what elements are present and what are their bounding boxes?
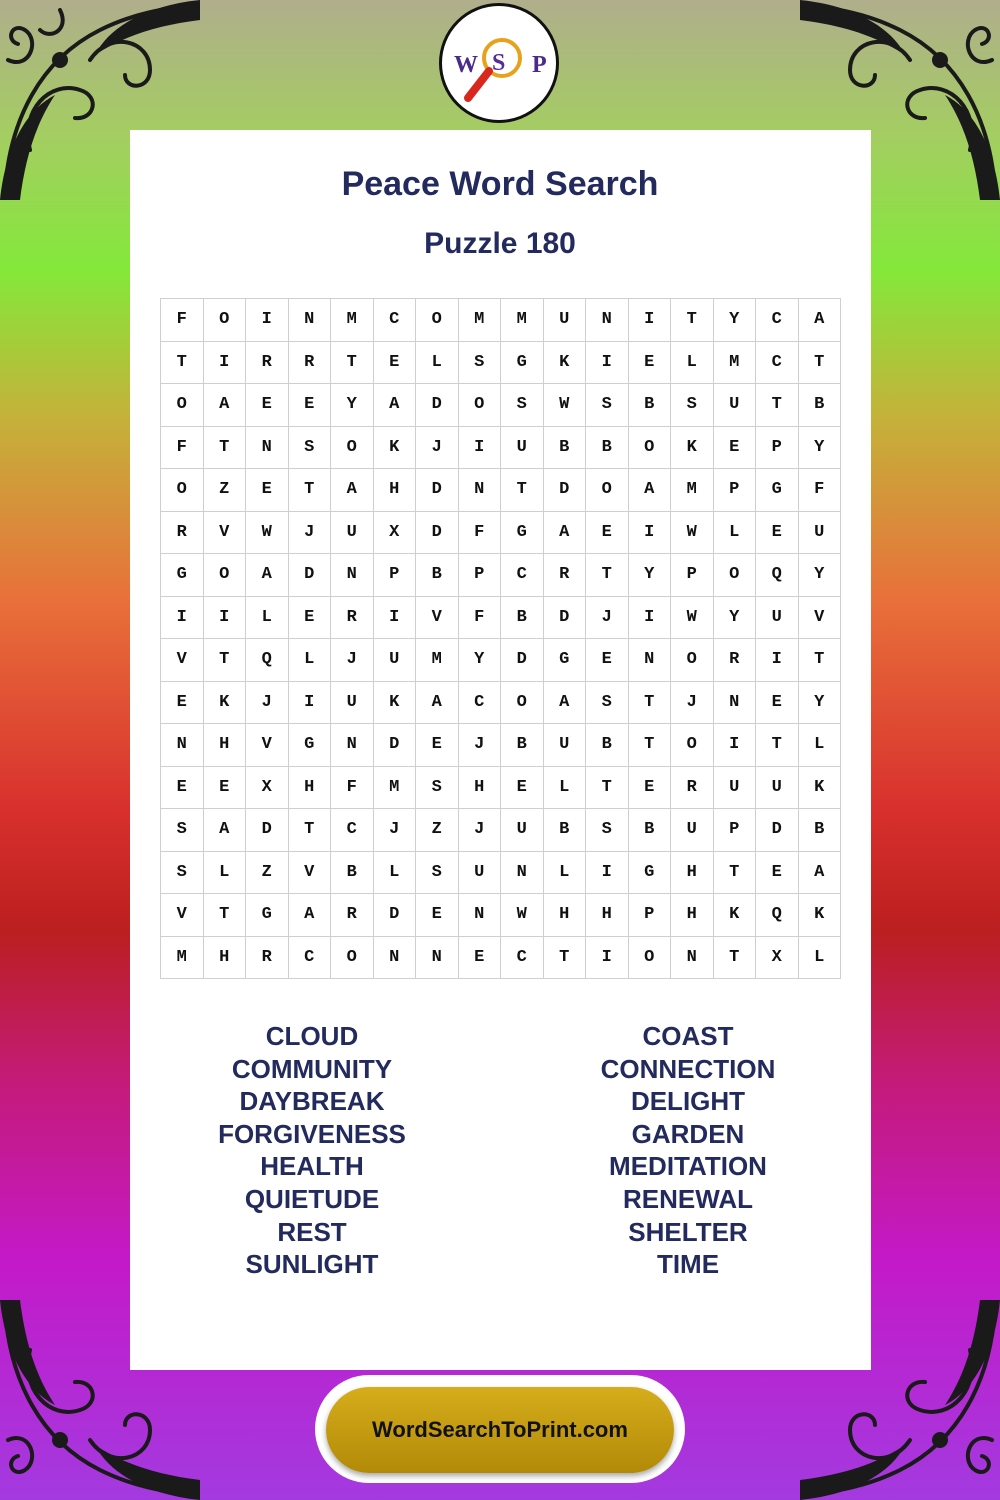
grid-cell[interactable]: G	[544, 639, 587, 682]
grid-cell[interactable]: D	[416, 384, 459, 427]
grid-cell[interactable]: D	[416, 469, 459, 512]
grid-cell[interactable]: D	[289, 554, 332, 597]
grid-cell[interactable]: V	[161, 639, 204, 682]
grid-cell[interactable]: B	[799, 384, 842, 427]
grid-cell[interactable]: B	[586, 427, 629, 470]
puzzle-number: Puzzle 180	[424, 227, 576, 260]
grid-cell[interactable]: P	[756, 427, 799, 470]
grid-cell[interactable]: H	[204, 724, 247, 767]
grid-cell[interactable]: Z	[204, 469, 247, 512]
grid-cell[interactable]: N	[416, 937, 459, 980]
grid-cell[interactable]: T	[501, 469, 544, 512]
grid-cell[interactable]: N	[161, 724, 204, 767]
grid-cell[interactable]: B	[544, 427, 587, 470]
word-item: SUNLIGHT	[245, 1249, 379, 1280]
grid-cell[interactable]: T	[204, 427, 247, 470]
grid-cell[interactable]: W	[544, 384, 587, 427]
grid-cell[interactable]: X	[374, 512, 417, 555]
grid-cell[interactable]: H	[544, 894, 587, 937]
grid-cell[interactable]: K	[204, 682, 247, 725]
grid-cell[interactable]: H	[289, 767, 332, 810]
grid-cell[interactable]: I	[586, 937, 629, 980]
grid-cell[interactable]: D	[246, 809, 289, 852]
grid-cell[interactable]: G	[629, 852, 672, 895]
word-item: FORGIVENESS	[218, 1118, 406, 1149]
grid-cell[interactable]: E	[204, 767, 247, 810]
word-item: COAST	[642, 1021, 734, 1051]
grid-cell[interactable]: A	[799, 299, 842, 342]
grid-cell[interactable]: K	[374, 427, 417, 470]
grid-cell[interactable]: K	[714, 894, 757, 937]
grid-cell[interactable]: J	[246, 682, 289, 725]
grid-cell[interactable]: O	[671, 639, 714, 682]
grid-cell[interactable]: M	[331, 299, 374, 342]
grid-cell[interactable]: J	[671, 682, 714, 725]
grid-cell[interactable]: N	[586, 299, 629, 342]
grid-cell[interactable]: B	[544, 809, 587, 852]
grid-cell[interactable]: P	[714, 469, 757, 512]
grid-cell[interactable]: V	[246, 724, 289, 767]
word-item: DAYBREAK	[239, 1086, 385, 1117]
grid-cell[interactable]: J	[586, 597, 629, 640]
grid-cell[interactable]: A	[799, 852, 842, 895]
grid-cell[interactable]: W	[671, 597, 714, 640]
grid-cell[interactable]: S	[416, 767, 459, 810]
grid-cell[interactable]: O	[714, 554, 757, 597]
grid-cell[interactable]: I	[629, 512, 672, 555]
grid-cell[interactable]: Q	[756, 894, 799, 937]
grid-cell[interactable]: N	[289, 299, 332, 342]
grid-cell[interactable]: P	[714, 809, 757, 852]
grid-cell[interactable]: L	[289, 639, 332, 682]
grid-cell[interactable]: O	[204, 554, 247, 597]
grid-cell[interactable]: A	[289, 894, 332, 937]
word-item: CLOUD	[265, 1021, 359, 1051]
grid-cell[interactable]: P	[671, 554, 714, 597]
grid-cell[interactable]: T	[204, 894, 247, 937]
letter-grid	[160, 298, 841, 979]
page-title: Peace Word Search	[341, 165, 659, 203]
grid-cell[interactable]: I	[204, 597, 247, 640]
grid-cell[interactable]: F	[799, 469, 842, 512]
grid-cell[interactable]: T	[289, 809, 332, 852]
grid-cell[interactable]: E	[289, 597, 332, 640]
grid-cell[interactable]: O	[629, 427, 672, 470]
grid-cell[interactable]: N	[714, 682, 757, 725]
grid-cell[interactable]: H	[459, 767, 502, 810]
grid-cell[interactable]: Q	[246, 639, 289, 682]
grid-cell[interactable]: C	[501, 554, 544, 597]
grid-cell[interactable]: M	[161, 937, 204, 980]
grid-cell[interactable]: F	[459, 597, 502, 640]
grid-cell[interactable]: M	[671, 469, 714, 512]
grid-cell[interactable]: N	[331, 724, 374, 767]
grid-cell[interactable]: S	[671, 384, 714, 427]
grid-cell[interactable]: U	[756, 597, 799, 640]
grid-cell[interactable]: X	[756, 937, 799, 980]
grid-cell[interactable]: C	[374, 299, 417, 342]
logo-letter-w: W	[454, 52, 478, 78]
grid-cell[interactable]: R	[246, 937, 289, 980]
grid-cell[interactable]: M	[501, 299, 544, 342]
grid-cell[interactable]: T	[799, 639, 842, 682]
grid-cell[interactable]: V	[799, 597, 842, 640]
grid-cell[interactable]: D	[756, 809, 799, 852]
grid-cell[interactable]: O	[416, 299, 459, 342]
word-item: REST	[277, 1216, 347, 1247]
grid-cell[interactable]: O	[331, 427, 374, 470]
grid-cell[interactable]: N	[459, 894, 502, 937]
grid-cell[interactable]: M	[374, 767, 417, 810]
grid-cell[interactable]: A	[204, 384, 247, 427]
grid-cell[interactable]: M	[416, 639, 459, 682]
grid-cell[interactable]: S	[586, 809, 629, 852]
logo-letter-s: S	[492, 50, 506, 76]
grid-cell[interactable]: E	[161, 767, 204, 810]
grid-cell[interactable]: T	[671, 299, 714, 342]
grid-cell[interactable]: I	[586, 852, 629, 895]
grid-cell[interactable]: Y	[714, 299, 757, 342]
wsp-logo[interactable]	[439, 3, 559, 123]
grid-cell[interactable]: E	[756, 852, 799, 895]
grid-cell[interactable]: H	[374, 469, 417, 512]
grid-cell[interactable]: P	[629, 894, 672, 937]
grid-cell[interactable]: B	[501, 724, 544, 767]
grid-cell[interactable]: Y	[714, 597, 757, 640]
grid-cell[interactable]: O	[161, 384, 204, 427]
word-item: MEDITATION	[609, 1151, 767, 1182]
grid-cell[interactable]: C	[756, 342, 799, 385]
grid-cell[interactable]: F	[459, 512, 502, 555]
grid-cell[interactable]: L	[204, 852, 247, 895]
grid-cell[interactable]: E	[629, 767, 672, 810]
grid-cell[interactable]: R	[671, 767, 714, 810]
grid-cell[interactable]: S	[161, 852, 204, 895]
grid-cell[interactable]: T	[714, 852, 757, 895]
grid-cell[interactable]: V	[204, 512, 247, 555]
grid-cell[interactable]: I	[204, 342, 247, 385]
grid-cell[interactable]: U	[799, 512, 842, 555]
grid-cell[interactable]: Y	[459, 639, 502, 682]
grid-cell[interactable]: S	[459, 342, 502, 385]
grid-cell[interactable]: L	[416, 342, 459, 385]
grid-cell[interactable]: I	[374, 597, 417, 640]
grid-cell[interactable]: L	[671, 342, 714, 385]
grid-cell[interactable]: E	[416, 894, 459, 937]
grid-cell[interactable]: F	[331, 767, 374, 810]
grid-cell[interactable]: Z	[416, 809, 459, 852]
grid-cell[interactable]: E	[161, 682, 204, 725]
grid-cell[interactable]: R	[246, 342, 289, 385]
grid-cell[interactable]: H	[586, 894, 629, 937]
grid-cell[interactable]: E	[756, 512, 799, 555]
grid-cell[interactable]: E	[501, 767, 544, 810]
grid-cell[interactable]: K	[799, 767, 842, 810]
grid-cell[interactable]: I	[289, 682, 332, 725]
grid-cell[interactable]: D	[416, 512, 459, 555]
grid-cell[interactable]: D	[374, 894, 417, 937]
grid-cell[interactable]: G	[501, 342, 544, 385]
grid-cell[interactable]: F	[161, 299, 204, 342]
website-link-button[interactable]: WordSearchToPrint.com	[326, 1387, 674, 1473]
grid-cell[interactable]: V	[289, 852, 332, 895]
grid-cell[interactable]: N	[671, 937, 714, 980]
grid-cell[interactable]: E	[416, 724, 459, 767]
grid-cell[interactable]: A	[544, 682, 587, 725]
grid-cell[interactable]: X	[246, 767, 289, 810]
grid-cell[interactable]: T	[289, 469, 332, 512]
grid-cell[interactable]: C	[459, 682, 502, 725]
grid-cell[interactable]: C	[289, 937, 332, 980]
grid-cell[interactable]: W	[671, 512, 714, 555]
grid-cell[interactable]: I	[629, 597, 672, 640]
grid-cell[interactable]: R	[161, 512, 204, 555]
grid-cell[interactable]: A	[246, 554, 289, 597]
grid-cell[interactable]: R	[331, 597, 374, 640]
grid-cell[interactable]: D	[544, 597, 587, 640]
grid-cell[interactable]: Y	[799, 554, 842, 597]
grid-cell[interactable]: U	[671, 809, 714, 852]
grid-cell[interactable]: L	[714, 512, 757, 555]
grid-cell[interactable]: E	[246, 469, 289, 512]
grid-cell[interactable]: Y	[799, 682, 842, 725]
grid-cell[interactable]: Y	[629, 554, 672, 597]
grid-cell[interactable]: H	[671, 894, 714, 937]
grid-cell[interactable]: U	[544, 724, 587, 767]
grid-cell[interactable]: S	[586, 682, 629, 725]
grid-cell[interactable]: O	[459, 384, 502, 427]
grid-cell[interactable]: T	[204, 639, 247, 682]
grid-cell[interactable]: T	[756, 724, 799, 767]
grid-cell[interactable]: A	[416, 682, 459, 725]
grid-cell[interactable]: E	[374, 342, 417, 385]
grid-cell[interactable]: T	[331, 342, 374, 385]
grid-cell[interactable]: B	[629, 809, 672, 852]
word-item: SHELTER	[628, 1216, 748, 1247]
grid-cell[interactable]: Z	[246, 852, 289, 895]
grid-cell[interactable]: O	[501, 682, 544, 725]
grid-cell[interactable]: O	[586, 469, 629, 512]
word-item: RENEWAL	[623, 1183, 753, 1214]
grid-cell[interactable]: L	[544, 852, 587, 895]
word-item: COMMUNITY	[231, 1053, 393, 1084]
grid-cell[interactable]: F	[161, 427, 204, 470]
word-item: HEALTH	[260, 1151, 364, 1182]
grid-cell[interactable]: K	[671, 427, 714, 470]
grid-cell[interactable]: U	[331, 682, 374, 725]
grid-cell[interactable]: U	[459, 852, 502, 895]
grid-cell[interactable]: R	[714, 639, 757, 682]
grid-cell[interactable]: A	[331, 469, 374, 512]
grid-cell[interactable]: R	[289, 342, 332, 385]
grid-cell[interactable]: L	[374, 852, 417, 895]
grid-cell[interactable]: A	[544, 512, 587, 555]
grid-cell[interactable]: C	[756, 299, 799, 342]
grid-cell[interactable]: S	[161, 809, 204, 852]
grid-cell[interactable]: O	[629, 937, 672, 980]
grid-cell[interactable]: D	[544, 469, 587, 512]
grid-cell[interactable]: L	[246, 597, 289, 640]
grid-cell[interactable]: Y	[331, 384, 374, 427]
grid-cell[interactable]: L	[544, 767, 587, 810]
grid-cell[interactable]: L	[799, 937, 842, 980]
grid-cell[interactable]: I	[586, 342, 629, 385]
grid-cell[interactable]: O	[161, 469, 204, 512]
grid-cell[interactable]: N	[331, 554, 374, 597]
grid-cell[interactable]: H	[204, 937, 247, 980]
grid-cell[interactable]: G	[501, 512, 544, 555]
grid-cell[interactable]: N	[629, 639, 672, 682]
grid-cell[interactable]: V	[161, 894, 204, 937]
grid-cell[interactable]: S	[501, 384, 544, 427]
grid-cell[interactable]: E	[756, 682, 799, 725]
grid-cell[interactable]: N	[501, 852, 544, 895]
grid-cell[interactable]: G	[246, 894, 289, 937]
word-item: CONNECTION	[600, 1053, 776, 1084]
grid-cell[interactable]: L	[799, 724, 842, 767]
grid-cell[interactable]: N	[459, 469, 502, 512]
grid-cell[interactable]: E	[289, 384, 332, 427]
grid-cell[interactable]: Q	[756, 554, 799, 597]
grid-cell[interactable]: B	[416, 554, 459, 597]
grid-cell[interactable]: K	[799, 894, 842, 937]
word-item: DELIGHT	[630, 1086, 746, 1117]
grid-cell[interactable]: N	[246, 427, 289, 470]
grid-cell[interactable]: A	[629, 469, 672, 512]
grid-cell[interactable]: P	[374, 554, 417, 597]
grid-cell[interactable]: I	[459, 427, 502, 470]
grid-cell[interactable]: T	[586, 767, 629, 810]
grid-cell[interactable]: P	[459, 554, 502, 597]
grid-cell[interactable]: B	[799, 809, 842, 852]
grid-cell[interactable]: G	[289, 724, 332, 767]
grid-cell[interactable]: M	[459, 299, 502, 342]
word-list-right	[538, 1020, 838, 1281]
grid-cell[interactable]: E	[246, 384, 289, 427]
grid-cell[interactable]: I	[246, 299, 289, 342]
grid-cell[interactable]: E	[629, 342, 672, 385]
grid-cell[interactable]: Y	[799, 427, 842, 470]
grid-cell[interactable]: K	[374, 682, 417, 725]
grid-cell[interactable]: B	[331, 852, 374, 895]
grid-cell[interactable]: T	[799, 342, 842, 385]
grid-cell[interactable]: O	[331, 937, 374, 980]
grid-cell[interactable]: J	[331, 639, 374, 682]
grid-cell[interactable]: T	[756, 384, 799, 427]
grid-cell[interactable]: U	[756, 767, 799, 810]
grid-cell[interactable]: E	[586, 639, 629, 682]
grid-cell[interactable]: E	[714, 427, 757, 470]
grid-cell[interactable]: T	[714, 937, 757, 980]
grid-cell[interactable]: N	[374, 937, 417, 980]
grid-cell[interactable]: W	[501, 894, 544, 937]
grid-cell[interactable]: U	[374, 639, 417, 682]
grid-cell[interactable]: T	[586, 554, 629, 597]
grid-cell[interactable]: S	[289, 427, 332, 470]
word-list-left	[162, 1020, 462, 1281]
grid-cell[interactable]: O	[671, 724, 714, 767]
word-item: QUIETUDE	[244, 1183, 380, 1214]
grid-cell[interactable]: J	[374, 809, 417, 852]
grid-cell[interactable]: A	[374, 384, 417, 427]
grid-cell[interactable]: V	[416, 597, 459, 640]
grid-cell[interactable]: T	[161, 342, 204, 385]
grid-cell[interactable]: C	[501, 937, 544, 980]
grid-cell[interactable]: E	[586, 512, 629, 555]
grid-cell[interactable]: R	[544, 554, 587, 597]
grid-cell[interactable]: B	[501, 597, 544, 640]
grid-cell[interactable]: T	[629, 682, 672, 725]
grid-cell[interactable]: J	[459, 809, 502, 852]
grid-cell[interactable]: I	[756, 639, 799, 682]
grid-cell[interactable]: O	[204, 299, 247, 342]
grid-cell[interactable]: U	[501, 809, 544, 852]
grid-cell[interactable]: D	[501, 639, 544, 682]
word-item: TIME	[656, 1249, 720, 1280]
grid-cell[interactable]: E	[459, 937, 502, 980]
grid-cell[interactable]: J	[416, 427, 459, 470]
grid-cell[interactable]: G	[756, 469, 799, 512]
grid-cell[interactable]: W	[246, 512, 289, 555]
grid-cell[interactable]: S	[586, 384, 629, 427]
grid-cell[interactable]: J	[459, 724, 502, 767]
grid-cell[interactable]: H	[671, 852, 714, 895]
grid-cell[interactable]: B	[586, 724, 629, 767]
grid-cell[interactable]: T	[629, 724, 672, 767]
grid-cell[interactable]: U	[714, 767, 757, 810]
grid-cell[interactable]: J	[289, 512, 332, 555]
grid-cell[interactable]: I	[161, 597, 204, 640]
grid-cell[interactable]: U	[544, 299, 587, 342]
grid-cell[interactable]: D	[374, 724, 417, 767]
grid-cell[interactable]: M	[714, 342, 757, 385]
word-item: GARDEN	[631, 1118, 745, 1149]
grid-cell[interactable]: I	[714, 724, 757, 767]
grid-cell[interactable]: R	[331, 894, 374, 937]
grid-cell[interactable]: K	[544, 342, 587, 385]
grid-cell[interactable]: S	[416, 852, 459, 895]
grid-cell[interactable]: A	[204, 809, 247, 852]
grid-cell[interactable]: G	[161, 554, 204, 597]
grid-cell[interactable]: U	[714, 384, 757, 427]
grid-cell[interactable]: U	[331, 512, 374, 555]
grid-cell[interactable]: C	[331, 809, 374, 852]
logo-letter-p: P	[532, 52, 547, 78]
grid-cell[interactable]: I	[629, 299, 672, 342]
grid-cell[interactable]: B	[629, 384, 672, 427]
grid-cell[interactable]: T	[544, 937, 587, 980]
grid-cell[interactable]: U	[501, 427, 544, 470]
